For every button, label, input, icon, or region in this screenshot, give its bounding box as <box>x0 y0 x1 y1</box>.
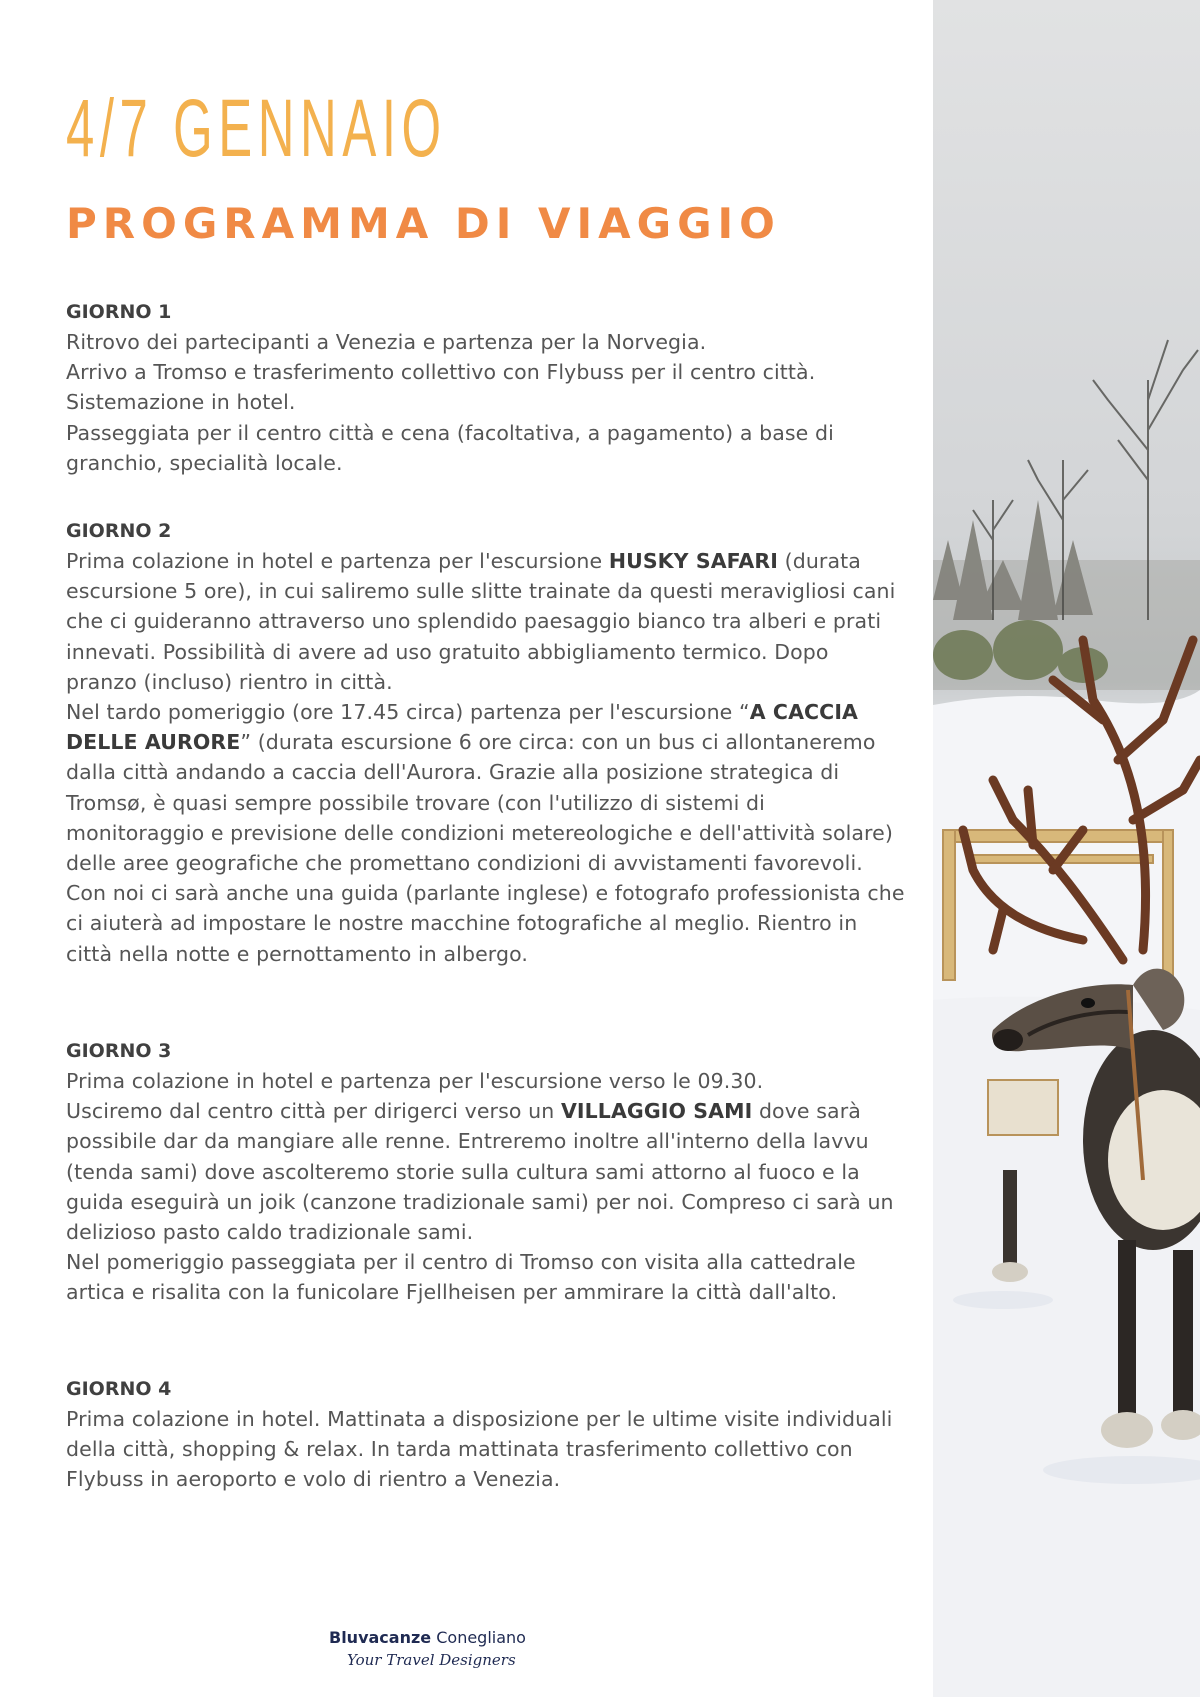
day-paragraph <box>66 1096 906 1247</box>
date-title: 4/7 GENNAIO <box>66 83 447 174</box>
day-line: granchio, specialità locale. <box>66 450 343 475</box>
excursion-name: VILLAGGIO SAMI <box>560 1099 753 1124</box>
day-line: Arrivo a Tromso e trasferimento collettivo con Flybuss per il centro città. <box>66 360 816 385</box>
brand-logo <box>329 1628 559 1669</box>
excursion-name: HUSKY SAFARI <box>608 549 779 573</box>
day-line: Sistemazione in hotel. <box>66 390 296 415</box>
day-line: Passeggiata per il centro città e cena (facoltativa, a pagamento) a base di <box>66 420 834 445</box>
reindeer-illustration <box>933 0 1200 1697</box>
day-paragraph: Nel pomeriggio passeggiata per il centro di Tromso con visita alla cattedrale artica e risalita con la funicolare Fjellheisen per ammirare la città dall'alto. <box>66 1250 856 1305</box>
day-section-1 <box>66 297 906 478</box>
text-run: ” (durata escursione 6 ore circa: con un bus ci allontaneremo dalla città andando a caccia dell'Aurora. Grazie alla posizione strategica di Tromsø, è quasi sempre possibile trovare (con l'utilizzo di sistemi di monitoraggio e previsione delle condizioni metereologiche e dell'attività solare) delle aree geografiche che promettano condizioni di avvistamenti favorevoli. Con noi ci sarà anche una guida (parlante inglese) e fotografo professionista che ci aiuterà ad impostare le nostre macchine fotografiche al meglio. Rientro in città nella notte e pernottamento in albergo. <box>66 730 905 966</box>
brand-name <box>329 1628 559 1647</box>
day-section-4 <box>66 1374 906 1495</box>
day-paragraph <box>66 697 906 969</box>
text-run: Prima colazione in hotel e partenza per l'escursione <box>66 549 609 573</box>
brand-name-rest: Conegliano <box>431 1628 526 1647</box>
day-paragraph: Prima colazione in hotel. Mattinata a disposizione per le ultime visite individuali della città, shopping & relax. In tarda mattinata trasferimento collettivo con Flybuss in aeroporto e volo di rientro a Venezia. <box>66 1407 893 1492</box>
page-title: PROGRAMMA DI VIAGGIO <box>66 199 781 248</box>
reindeer-photo <box>933 0 1200 1697</box>
text-run: Nel tardo pomeriggio (ore 17.45 circa) partenza per l'escursione “ <box>66 700 750 725</box>
day-section-3 <box>66 1036 906 1308</box>
text-run: Usciremo dal centro città per dirigerci verso un <box>66 1099 561 1124</box>
text-run: dove sarà possibile dar da mangiare alle renne. Entreremo inoltre all'interno della lavvu (tenda sami) dove ascolteremo storie sulla cultura sami attorno al fuoco e la guida eseguirà un joik (canzone tradizionale sami) per noi. Compreso ci sarà un delizioso pasto caldo tradizionale sami. <box>66 1099 894 1245</box>
day-section-2 <box>66 516 906 969</box>
excursion-name: A CACCIA DELLE AURORE <box>66 700 859 755</box>
brand-name-bold: Bluvacanze <box>329 1628 432 1647</box>
day-heading: GIORNO 4 <box>66 1378 172 1400</box>
day-paragraph <box>66 546 906 697</box>
day-heading: GIORNO 1 <box>66 301 172 323</box>
brand-tagline: Your Travel Designers <box>347 1651 516 1669</box>
day-line: Ritrovo dei partecipanti a Venezia e partenza per la Norvegia. <box>66 330 707 354</box>
day-paragraph: Prima colazione in hotel e partenza per l'escursione verso le 09.30. <box>66 1069 764 1093</box>
day-heading: GIORNO 2 <box>66 520 172 542</box>
day-heading: GIORNO 3 <box>66 1040 172 1062</box>
text-run: (durata escursione 5 ore), in cui saliremo sulle slitte trainate da questi meravigliosi cani che ci guideranno attraverso uno splendido paesaggio bianco tra alberi e prati innevati. Possibilità di avere ad uso gratuito abbigliamento termico. Dopo pranzo (incluso) rientro in città. <box>66 549 896 694</box>
